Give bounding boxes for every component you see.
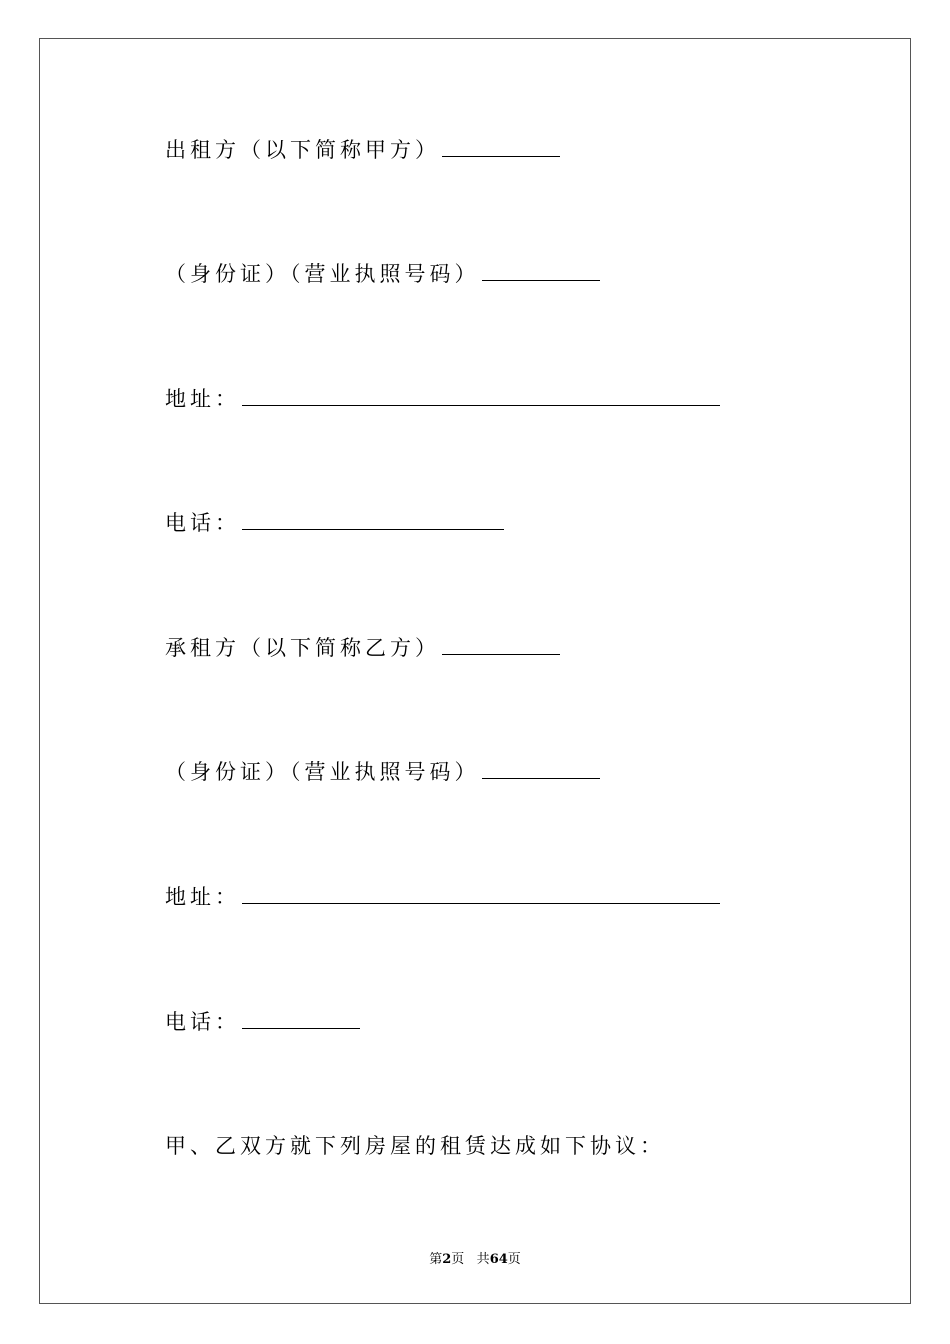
- lessee-blank[interactable]: [442, 632, 560, 655]
- agreement-intro-text: 甲、乙双方就下列房屋的租赁达成如下协议：: [165, 1134, 665, 1158]
- footer-total-prefix: 共: [476, 1252, 490, 1267]
- lessee-phone-blank[interactable]: [242, 1006, 360, 1029]
- lessor-address-blank[interactable]: [242, 383, 720, 406]
- lessee-line: [165, 632, 560, 662]
- footer-prefix: 第: [429, 1252, 443, 1267]
- lessor-address-line: [165, 383, 720, 413]
- lessor-blank[interactable]: [442, 134, 560, 157]
- page-footer: [0, 1248, 950, 1267]
- lessor-line: [165, 134, 560, 164]
- lessee-address-blank[interactable]: [242, 881, 720, 904]
- lessee-phone-line: [165, 1006, 360, 1036]
- page-border: [39, 38, 911, 1304]
- footer-total-unit: 页: [507, 1252, 521, 1267]
- footer-page-unit: 页: [451, 1252, 465, 1267]
- lessor-phone-label: 电话：: [165, 511, 240, 535]
- lessor-phone-line: [165, 507, 504, 537]
- lessor-address-label: 地址：: [165, 387, 240, 411]
- lessee-id-line: [165, 756, 600, 786]
- footer-total-pages: 64: [489, 1252, 508, 1267]
- footer-page-number: 2: [442, 1252, 452, 1267]
- lessor-label: 出租方（以下简称甲方）: [165, 138, 440, 162]
- lessee-id-label: （身份证）（营业执照号码）: [165, 760, 480, 784]
- agreement-intro: [165, 1131, 665, 1161]
- lessor-id-blank[interactable]: [482, 258, 600, 281]
- lessee-address-line: [165, 881, 720, 911]
- lessee-id-blank[interactable]: [482, 756, 600, 779]
- lessee-label: 承租方（以下简称乙方）: [165, 636, 440, 660]
- lessor-phone-blank[interactable]: [242, 507, 504, 530]
- lessee-address-label: 地址：: [165, 885, 240, 909]
- lessee-phone-label: 电话：: [165, 1010, 240, 1034]
- lessor-id-label: （身份证）（营业执照号码）: [165, 262, 480, 286]
- lessor-id-line: [165, 258, 600, 288]
